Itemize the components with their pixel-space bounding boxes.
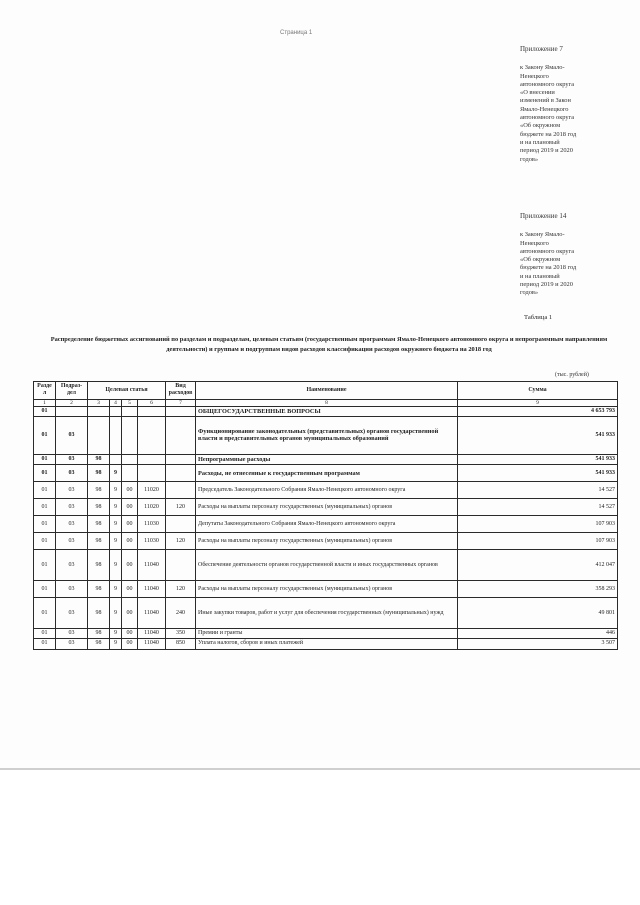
cell-name: Расходы на выплаты персоналу государственных (муниципальных) органов [196, 499, 458, 516]
cell-c3 [88, 406, 110, 416]
cell-vid [166, 406, 196, 416]
index-cell: 4 [110, 399, 122, 406]
cell-c6 [138, 416, 166, 454]
cell-c4: 9 [110, 581, 122, 598]
table-row [34, 629, 618, 639]
cell-podrazdel: 03 [56, 416, 88, 454]
annex-7-text [520, 64, 620, 164]
cell-razdel: 01 [34, 406, 56, 416]
annex-7-block [520, 45, 620, 164]
header-razdel: Разде л [34, 382, 56, 400]
annex-line: период 2019 и 2020 [520, 281, 573, 289]
annex-line: годов» [520, 155, 539, 163]
cell-c5: 00 [122, 639, 138, 649]
cell-name: Депутаты Законодательного Собрания Ямало-Ненецкого автономного округа [196, 516, 458, 533]
cell-razdel: 01 [34, 516, 56, 533]
annex-7-title: Приложение 7 [520, 45, 563, 53]
table-row [34, 499, 618, 516]
cell-razdel: 01 [34, 499, 56, 516]
table-row [34, 465, 618, 482]
header-sum: Сумма [458, 382, 618, 400]
cell-c6: 11040 [138, 629, 166, 639]
header-vid: Вид расходов [166, 382, 196, 400]
cell-razdel: 01 [34, 416, 56, 454]
cell-name: ОБЩЕГОСУДАРСТВЕННЫЕ ВОПРОСЫ [196, 406, 458, 416]
table-header-row [34, 382, 618, 400]
cell-c4: 9 [110, 499, 122, 516]
annex-line: автономного округа [520, 80, 575, 88]
annex-line: «Об окружном [520, 122, 561, 130]
table-row [34, 406, 618, 416]
annex-line: автономного округа [520, 247, 575, 255]
cell-sum: 446 [458, 629, 618, 639]
annex-14-text [520, 231, 620, 297]
cell-podrazdel: 03 [56, 482, 88, 499]
cell-c5: 00 [122, 581, 138, 598]
cell-sum: 3 507 [458, 639, 618, 649]
annex-line: и на плановый [520, 138, 560, 146]
cell-name: Расходы на выплаты персоналу государственных (муниципальных) органов [196, 533, 458, 550]
cell-c3: 98 [88, 454, 110, 464]
cell-c5 [122, 454, 138, 464]
cell-c3: 98 [88, 499, 110, 516]
unit-label: (тыс. рублей) [555, 372, 589, 378]
annex-line: изменений в Закон [520, 97, 571, 105]
cell-c3: 98 [88, 482, 110, 499]
index-cell: 3 [88, 399, 110, 406]
cell-razdel: 01 [34, 533, 56, 550]
table-row [34, 416, 618, 454]
annex-line: бюджете на 2018 год [520, 130, 577, 138]
cell-vid: 120 [166, 499, 196, 516]
table-row [34, 482, 618, 499]
cell-c3: 98 [88, 516, 110, 533]
cell-c6 [138, 406, 166, 416]
cell-podrazdel: 03 [56, 581, 88, 598]
cell-sum: 541 933 [458, 416, 618, 454]
cell-c4 [110, 416, 122, 454]
table-row [34, 454, 618, 464]
table-row [34, 639, 618, 649]
cell-razdel: 01 [34, 629, 56, 639]
cell-c4: 9 [110, 629, 122, 639]
cell-sum: 107 903 [458, 533, 618, 550]
cell-sum: 14 527 [458, 499, 618, 516]
cell-podrazdel: 03 [56, 550, 88, 581]
cell-vid: 850 [166, 639, 196, 649]
cell-sum: 541 933 [458, 454, 618, 464]
cell-vid: 350 [166, 629, 196, 639]
cell-c6 [138, 454, 166, 464]
cell-sum: 14 527 [458, 482, 618, 499]
cell-vid [166, 516, 196, 533]
cell-name: Председатель Законодательного Собрания Ямало-Ненецкого автономного округа [196, 482, 458, 499]
cell-sum: 49 801 [458, 598, 618, 629]
cell-name: Уплата налогов, сборов и иных платежей [196, 639, 458, 649]
cell-razdel: 01 [34, 581, 56, 598]
header-name: Наименование [196, 382, 458, 400]
cell-c4: 9 [110, 533, 122, 550]
cell-c3: 98 [88, 581, 110, 598]
budget-table [33, 381, 618, 650]
cell-c5: 00 [122, 598, 138, 629]
cell-sum: 541 933 [458, 465, 618, 482]
cell-c4: 9 [110, 598, 122, 629]
table-row [34, 516, 618, 533]
cell-c5: 00 [122, 533, 138, 550]
index-cell: 7 [166, 399, 196, 406]
cell-c6: 11030 [138, 516, 166, 533]
cell-c4: 9 [110, 550, 122, 581]
annex-line: к Закону Ямало- [520, 231, 565, 239]
cell-c4 [110, 406, 122, 416]
cell-c6 [138, 465, 166, 482]
cell-razdel: 01 [34, 639, 56, 649]
cell-podrazdel: 03 [56, 629, 88, 639]
annex-line: Ненецкого [520, 239, 549, 247]
cell-vid [166, 416, 196, 454]
table-row [34, 598, 618, 629]
table-label: Таблица 1 [524, 314, 553, 321]
cell-vid: 240 [166, 598, 196, 629]
cell-podrazdel: 03 [56, 499, 88, 516]
cell-c3: 98 [88, 629, 110, 639]
cell-vid: 120 [166, 533, 196, 550]
cell-razdel: 01 [34, 465, 56, 482]
annex-line: и на плановый [520, 272, 560, 280]
cell-vid [166, 465, 196, 482]
cell-c5: 00 [122, 629, 138, 639]
cell-vid [166, 482, 196, 499]
cell-sum: 107 903 [458, 516, 618, 533]
annex-line: Ямало-Ненецкого [520, 105, 569, 113]
column-index-row [34, 399, 618, 406]
index-cell: 5 [122, 399, 138, 406]
cell-vid [166, 454, 196, 464]
annex-14-block [520, 212, 620, 298]
cell-c6: 11040 [138, 581, 166, 598]
annex-line: автономного округа [520, 114, 575, 122]
cell-c5 [122, 406, 138, 416]
cell-name: Непрограммные расходы [196, 454, 458, 464]
cell-c3: 98 [88, 639, 110, 649]
cell-c4 [110, 454, 122, 464]
annex-14-title: Приложение 14 [520, 212, 567, 220]
annex-line: к Закону Ямало- [520, 64, 565, 72]
cell-c3: 98 [88, 550, 110, 581]
cell-c4: 9 [110, 516, 122, 533]
annex-line: Ненецкого [520, 72, 549, 80]
cell-vid: 120 [166, 581, 196, 598]
cell-c3: 98 [88, 598, 110, 629]
cell-c5: 00 [122, 499, 138, 516]
cell-podrazdel: 03 [56, 533, 88, 550]
cell-name: Премии и гранты [196, 629, 458, 639]
cell-name: Расходы на выплаты персоналу государственных (муниципальных) органов [196, 581, 458, 598]
annex-line: годов» [520, 289, 539, 297]
cell-c6: 11020 [138, 499, 166, 516]
cell-c5: 00 [122, 516, 138, 533]
cell-c4: 9 [110, 639, 122, 649]
table-row [34, 533, 618, 550]
table-row [34, 550, 618, 581]
annex-line: «Об окружном [520, 256, 561, 264]
cell-podrazdel: 03 [56, 454, 88, 464]
index-cell: 8 [196, 399, 458, 406]
cell-c6: 11020 [138, 482, 166, 499]
cell-razdel: 01 [34, 550, 56, 581]
cell-name: Расходы, не отнесенные к государственным программам [196, 465, 458, 482]
cell-vid [166, 550, 196, 581]
index-cell: 6 [138, 399, 166, 406]
page-header: Страница 1 [280, 30, 313, 36]
cell-podrazdel: 03 [56, 598, 88, 629]
header-target: Целевая статья [88, 382, 166, 400]
index-cell: 1 [34, 399, 56, 406]
cell-podrazdel [56, 406, 88, 416]
cell-c3: 98 [88, 533, 110, 550]
cell-c5: 00 [122, 482, 138, 499]
table-row [34, 581, 618, 598]
cell-name: Обеспечение деятельности органов государственной власти и иных государственных органов [196, 550, 458, 581]
document-heading: Распределение бюджетных ассигнований по разделам и подразделам, целевым статьям (государственным программам Ямало-Ненецкого автономного округа и непрограммным направлениям деятельности) и группам и подгруппам видов расходов классификации расходов окружного бюджета на 2018 год [50, 336, 608, 353]
cell-c5: 00 [122, 550, 138, 581]
cell-c6: 11040 [138, 598, 166, 629]
cell-razdel: 01 [34, 598, 56, 629]
index-cell: 9 [458, 399, 618, 406]
cell-c6: 11030 [138, 533, 166, 550]
cell-sum: 358 293 [458, 581, 618, 598]
cell-c5 [122, 416, 138, 454]
cell-name: Иные закупки товаров, работ и услуг для обеспечения государственных (муниципальных) нужд [196, 598, 458, 629]
cell-podrazdel: 03 [56, 639, 88, 649]
cell-c6: 11040 [138, 550, 166, 581]
cell-name: Функционирование законодательных (представительных) органов государственной власти и представительных органов муниципальных образований [196, 416, 458, 454]
cell-razdel: 01 [34, 482, 56, 499]
cell-c4: 9 [110, 482, 122, 499]
header-podrazdel: Подраз- дел [56, 382, 88, 400]
cell-podrazdel: 03 [56, 465, 88, 482]
cell-c6: 11040 [138, 639, 166, 649]
cell-c3: 98 [88, 465, 110, 482]
cell-c3 [88, 416, 110, 454]
cell-podrazdel: 03 [56, 516, 88, 533]
cell-razdel: 01 [34, 454, 56, 464]
annex-line: «О внесении [520, 89, 555, 97]
index-cell: 2 [56, 399, 88, 406]
cell-sum: 4 653 793 [458, 406, 618, 416]
cell-c4: 9 [110, 465, 122, 482]
cell-c5 [122, 465, 138, 482]
cell-sum: 412 047 [458, 550, 618, 581]
annex-line: период 2019 и 2020 [520, 147, 573, 155]
annex-line: бюджете на 2018 год [520, 264, 577, 272]
